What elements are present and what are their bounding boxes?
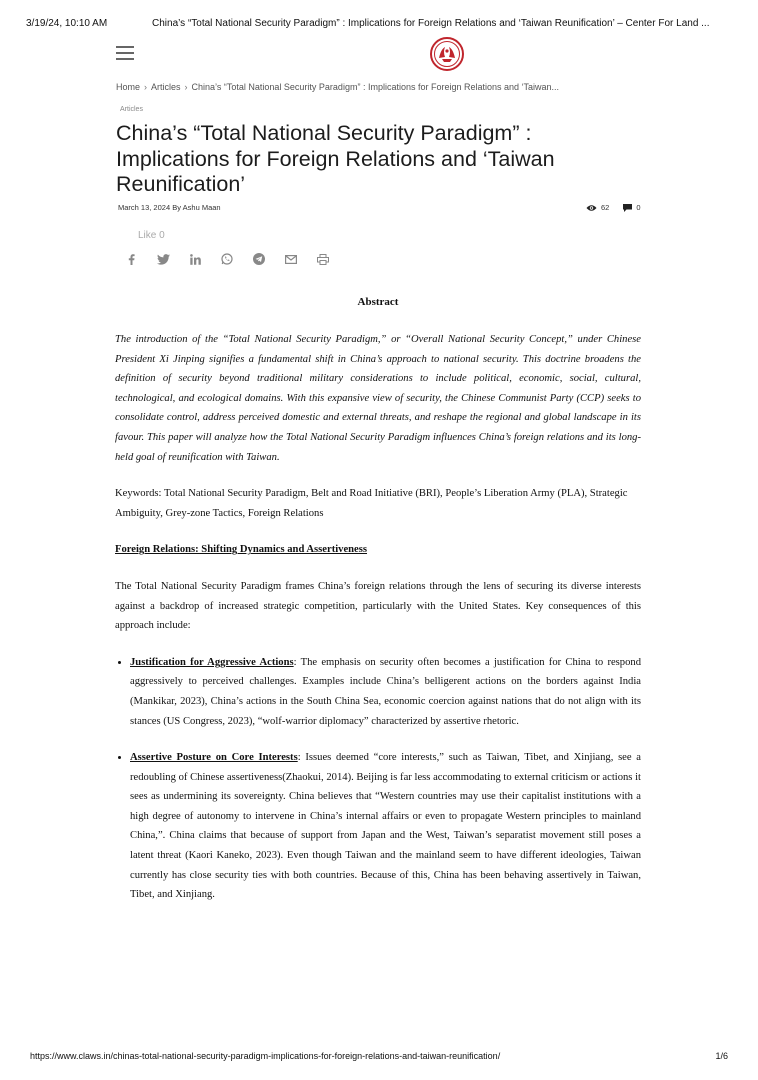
- email-icon[interactable]: [284, 252, 298, 266]
- breadcrumb-articles[interactable]: Articles: [151, 82, 181, 92]
- keywords: Keywords: Total National Security Paradigm, Belt and Road Initiative (BRI), People’s Liberation Army (PLA), Strategic Ambiguity, Grey-zone Tactics, Foreign Relations: [115, 488, 628, 519]
- list-item-label: Justification for Aggressive Actions: [130, 656, 294, 668]
- list-item-text: : The emphasis on security often becomes a justification for China to respond aggressively to perceived challenges. Examples include China’s belligerent actions on the borders against India (Mankikar, 2023), China’s actions in the South China Sea, economic coercion against nations that do not align with its stances (US Congress, 2023), “wolf-warrior diplomacy” characterized by assertive rhetoric.: [130, 656, 641, 727]
- breadcrumb-home[interactable]: Home: [116, 82, 141, 92]
- list-item-text: : Issues deemed “core interests,” such as Taiwan, Tibet, and Xinjiang, see a redoubling of Chinese assertiveness(Zhaokui, 2014). Beijing is far less accommodating to external criticism or actions it sees as undermining its sovereignty. China believes that “Western countries may use their capitalist institutions with a high degree of autonomy to intervene in China’s internal affairs or even to propagate Western principles to mainland China,”. China claims that because of support from Japan and the West, Taiwan’s separatist movement still poses a latent threat (Kaori Kaneko, 2023). Even though Taiwan and the mainland seem to have different ideologies, Taiwan currently has close security ties with both countries. Because of this, China has been behaving assertively in Taiwan, Tibet, and Xinjiang.: [130, 752, 642, 901]
- list-item-label: Assertive Posture on Core Interests: [130, 752, 298, 764]
- share-bar: [124, 252, 348, 266]
- article-stats: [586, 203, 641, 212]
- abstract-text: The introduction of the “Total National Security Paradigm,” or “Overall National Security Concept,” under Chinese President Xi Jinping signifies a fundamental shift in China’s approach to national security. This doctrine broadens the definition of security beyond traditional military considerations to include political, economic, social, cultural, technological, and ecological domains. With this expansive view of security, the Chinese Communist Party (CCP) seeks to consolidate control, address perceived domestic and external threats, and reshape the regional and global landscape in its favour. This paper will analyze how the Total National Security Paradigm influences China’s foreign relations and its long-held goal of reunification with Taiwan.: [115, 334, 641, 463]
- page-number: 1/6: [715, 1051, 728, 1061]
- breadcrumb-separator: ›: [144, 82, 148, 92]
- twitter-icon[interactable]: [156, 252, 170, 266]
- article-body: [115, 296, 641, 922]
- hamburger-icon[interactable]: [116, 46, 134, 60]
- whatsapp-icon[interactable]: [220, 252, 234, 266]
- eye-icon: [586, 204, 597, 212]
- views-count: [586, 203, 609, 212]
- abstract-heading: Abstract: [357, 296, 399, 308]
- breadcrumb-separator: ›: [184, 82, 188, 92]
- comment-icon: [623, 204, 632, 212]
- facebook-icon[interactable]: [124, 252, 138, 266]
- print-icon[interactable]: [316, 252, 330, 266]
- list-item: [130, 748, 641, 905]
- breadcrumb: [116, 82, 559, 92]
- claws-logo[interactable]: [430, 37, 464, 71]
- comments-value: 0: [636, 203, 641, 212]
- print-url: https://www.claws.in/chinas-total-national-security-paradigm-implications-for-foreign-relations-and-taiwan-reunification/: [30, 1051, 501, 1061]
- telegram-icon[interactable]: [252, 252, 266, 266]
- breadcrumb-current: China’s “Total National Security Paradigm” : Implications for Foreign Relations and ‘Taiwan...: [191, 82, 560, 92]
- linkedin-icon[interactable]: [188, 252, 202, 266]
- print-page-title: China’s “Total National Security Paradigm” : Implications for Foreign Relations and ‘Taiwan Reunification’ – Center For Land ...: [152, 18, 710, 29]
- section-heading: Foreign Relations: Shifting Dynamics and Assertiveness: [115, 544, 368, 556]
- article-date: March 13, 2024: [118, 203, 171, 212]
- list-item: [130, 653, 641, 731]
- article-meta: [118, 203, 221, 212]
- views-value: 62: [601, 203, 610, 212]
- section-intro: The Total National Security Paradigm frames China’s foreign relations through the lens of securing its diverse interests against a backdrop of increased strategic competition, particularly with the United States. Key consequences of this approach include:: [115, 580, 641, 632]
- like-button[interactable]: Like 0: [138, 230, 165, 241]
- comments-count[interactable]: [623, 203, 640, 212]
- page-title: China’s “Total National Security Paradigm” : Implications for Foreign Relations and ‘Taiwan Reunification’: [116, 121, 555, 196]
- print-timestamp: 3/19/24, 10:10 AM: [26, 18, 108, 29]
- consequences-list: [115, 653, 641, 905]
- category-label[interactable]: Articles: [120, 106, 143, 113]
- article-author[interactable]: By Ashu Maan: [172, 203, 221, 212]
